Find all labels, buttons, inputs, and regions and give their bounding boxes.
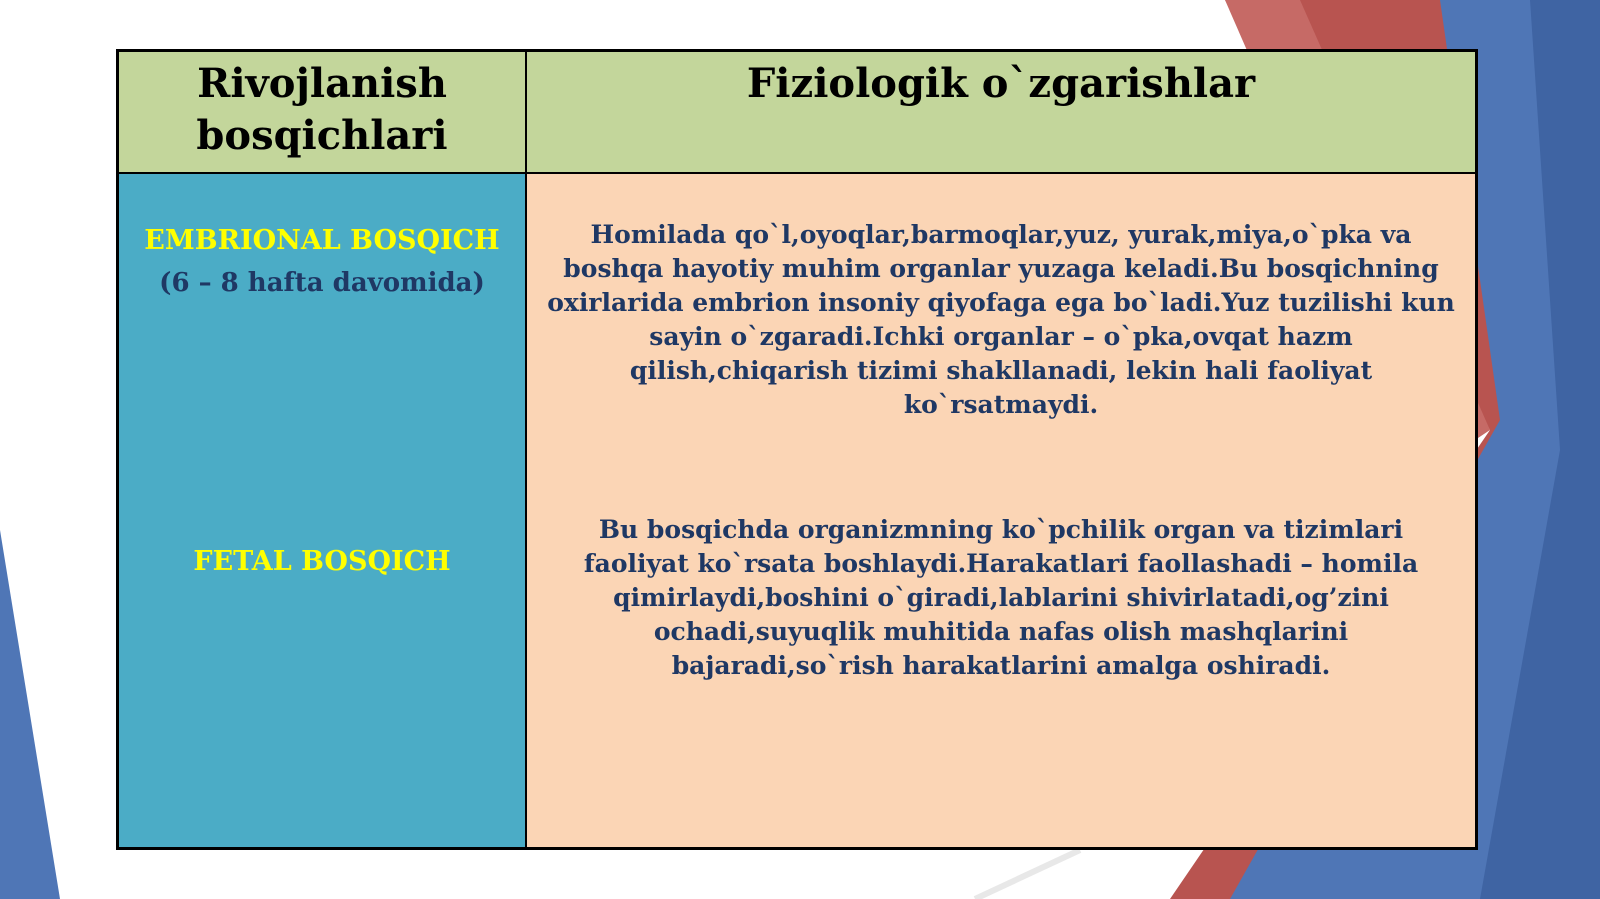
decor-white-streak	[975, 850, 1080, 899]
stage-title-fetal: FETAL BOSQICH	[193, 546, 451, 577]
stage-title-embrional: EMBRIONAL BOSQICH	[144, 225, 500, 256]
decor-blue-band-left	[0, 530, 60, 899]
stages-column	[119, 174, 527, 847]
stage-duration-embrional: (6 – 8 hafta davomida)	[159, 268, 485, 298]
description-fetal: Bu bosqichda organizmning ko`pchilik organ va tizimlari faoliyat ko`rsata boshlaydi.Harakatlari faollashadi – homila qimirlaydi,boshini o`giradi,lablarini shivirlatadi,og’zini ochadi,suyuqlik muhitida nafas olish mashqlarini bajaradi,so`rish harakatlarini amalga oshiradi.	[583, 515, 1419, 680]
stages-table	[116, 49, 1478, 850]
header-changes: Fiziologik o`zgarishlar	[527, 52, 1475, 174]
description-embrional: Homilada qo`l,oyoqlar,barmoqlar,yuz, yurak,miya,o`pka va boshqa hayotiy muhim organlar yuzaga keladi.Bu bosqichning oxirlarida embrion insoniy qiyofaga ega bo`ladi.Yuz tuzilishi kun sayin o`zgaradi.Ichki organlar – o`pka,ovqat hazm qilish,chiqarish tizimi shakllanadi, lekin hali faoliyat ko`rsatmaydi.	[547, 220, 1455, 419]
header-stages: Rivojlanish bosqichlari	[119, 52, 527, 174]
changes-column	[527, 174, 1475, 847]
